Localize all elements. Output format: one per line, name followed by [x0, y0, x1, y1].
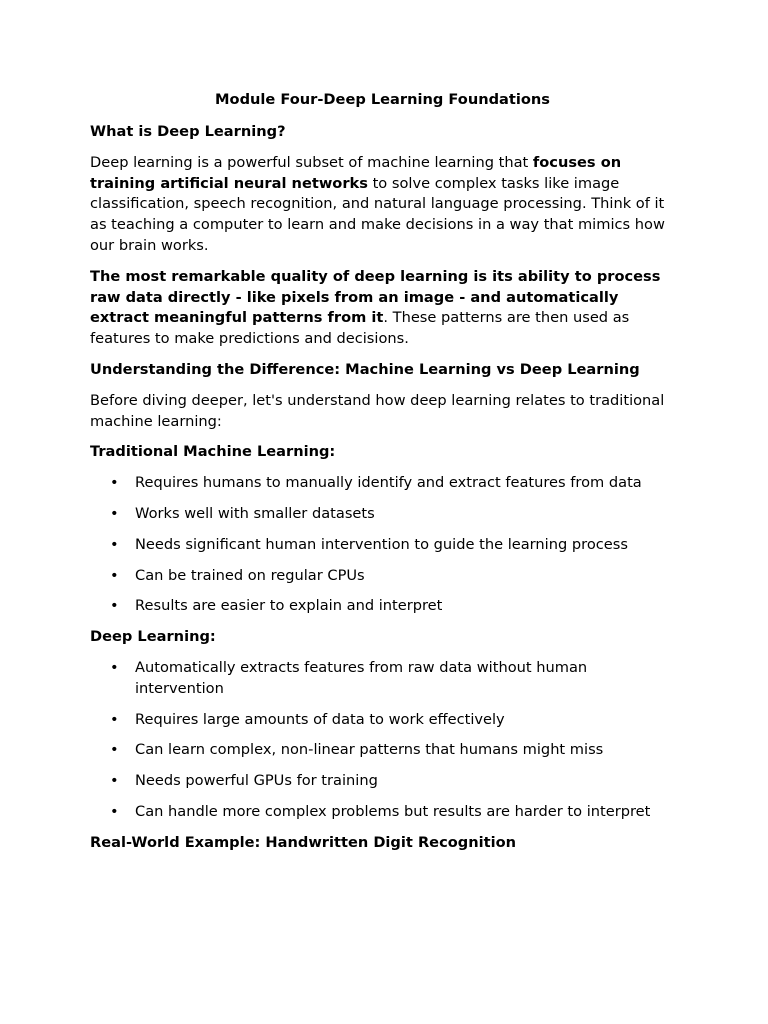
list-item-text: Can handle more complex problems but results are harder to interpret — [135, 802, 651, 820]
list-item — [90, 535, 675, 556]
bullet-icon: • — [110, 802, 119, 820]
section-heading-real-world-example: Real-World Example: Handwritten Digit Recognition — [90, 833, 516, 851]
list-item — [90, 566, 675, 587]
section-heading-what-is-dl: What is Deep Learning? — [90, 123, 286, 140]
list-item-text: Results are easier to explain and interpret — [135, 597, 443, 615]
paragraph-text: to solve complex tasks like image classification, speech recognition, and natural language processing. Think of it as teaching a computer to learn and make decisions in a way that mimics how our brain works. — [90, 174, 665, 254]
list-item-text: Needs significant human intervention to guide the learning process — [135, 535, 628, 553]
traditional-ml-list — [90, 473, 675, 617]
paragraph-intro: Before diving deeper, let's understand how deep learning relates to traditional machine learning: — [90, 391, 665, 430]
list-item — [90, 504, 675, 525]
list-item — [90, 710, 675, 731]
list-item — [90, 771, 675, 792]
paragraph-bold-text: The most remarkable quality of deep learning is its ability to process raw data directly - like pixels from an image - and automatically extract meaningful patterns from it — [90, 267, 661, 327]
list-item — [90, 473, 675, 494]
list-item — [90, 740, 675, 761]
page-title: Module Four-Deep Learning Foundations — [215, 91, 550, 108]
bullet-icon: • — [110, 710, 119, 728]
document-page — [90, 90, 675, 854]
list-item-text: Works well with smaller datasets — [135, 504, 375, 522]
list-item-text: Needs powerful GPUs for training — [135, 772, 378, 790]
list-item-text: Automatically extracts features from raw data without human intervention — [135, 658, 588, 697]
bullet-icon: • — [110, 741, 119, 759]
bullet-icon: • — [110, 566, 119, 584]
list-item-text: Requires humans to manually identify and extract features from data — [135, 474, 642, 492]
deep-learning-list — [90, 658, 675, 823]
section-heading-deep-learning: Deep Learning: — [90, 628, 216, 646]
list-item — [90, 802, 675, 823]
bullet-icon: • — [110, 658, 119, 676]
paragraph-text: . These patterns are then used as features to make predictions and decisions. — [90, 309, 630, 348]
bullet-icon: • — [110, 772, 119, 790]
bullet-icon: • — [110, 504, 119, 522]
list-item-text: Can learn complex, non-linear patterns that humans might miss — [135, 741, 604, 759]
list-item — [90, 658, 675, 700]
section-heading-traditional-ml: Traditional Machine Learning: — [90, 443, 336, 461]
paragraph-text: Deep learning is a powerful subset of machine learning that — [90, 153, 533, 171]
list-item-text: Requires large amounts of data to work effectively — [135, 710, 505, 728]
bullet-icon: • — [110, 535, 119, 553]
bullet-icon: • — [110, 474, 119, 492]
section-heading-ml-vs-dl: Understanding the Difference: Machine Learning vs Deep Learning — [90, 360, 640, 378]
list-item — [90, 596, 675, 617]
bullet-icon: • — [110, 597, 119, 615]
paragraph-dl-definition — [90, 153, 675, 257]
paragraph-dl-quality — [90, 267, 675, 350]
paragraph-bold-text: focuses on training artificial neural networks — [90, 153, 622, 192]
list-item-text: Can be trained on regular CPUs — [135, 566, 365, 584]
